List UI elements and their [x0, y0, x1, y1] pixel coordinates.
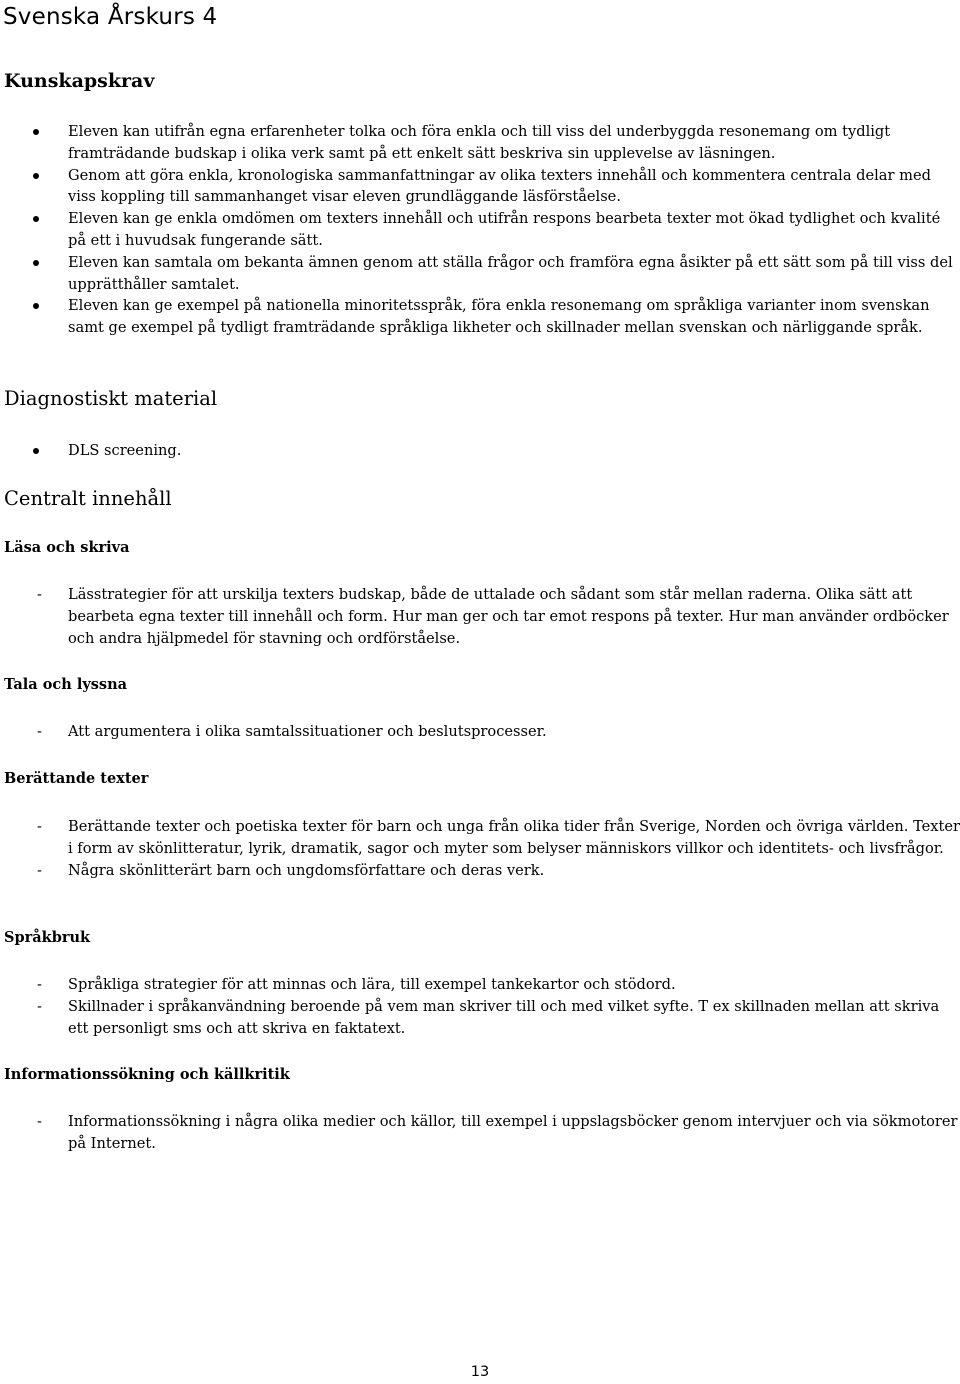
- subheading-sprakbruk: Språkbruk: [4, 929, 91, 946]
- list-item-text: Eleven kan samtala om bekanta ämnen genom att ställa frågor och framföra egna åsikter på ett sätt som på till viss del upprätthåller samtalet.: [68, 253, 953, 293]
- list-item-text: Lässtrategier för att urskilja texters budskap, både de uttalade och sådant som står mellan raderna. Olika sätt att bearbeta egna texter till innehåll och form. Hur man ger och tar emot respons på texter. Hur man använder ordböcker och andra hjälpmedel för stavning och ordförståelse.: [68, 586, 949, 647]
- list-item: [30, 440, 960, 462]
- page-number: 13: [470, 1364, 490, 1380]
- list-item: [30, 121, 960, 165]
- list-item-text: DLS screening.: [68, 442, 182, 459]
- kunskapskrav-list: [30, 121, 960, 339]
- dash-marker: -: [37, 861, 42, 879]
- list-item-text: Språkliga strategier för att minnas och lära, till exempel tankekartor och stödord.: [68, 976, 676, 993]
- information-list: [30, 1111, 960, 1155]
- subheading-berattande-texter: Berättande texter: [4, 770, 149, 787]
- diagnostiskt-list: [30, 440, 960, 462]
- list-item-text: Genom att göra enkla, kronologiska sammanfattningar av olika texters innehåll och kommentera centrala delar med viss koppling till sammanhanget visar eleven grundläggande läsförståelse.: [68, 166, 931, 206]
- lasa-list: [30, 584, 960, 649]
- list-item-text: Skillnader i språkanvändning beroende på vem man skriver till och med vilket syfte. T ex skillnaden mellan att skriva ett personligt sms och att skriva en faktatext.: [68, 997, 940, 1037]
- document-title: Svenska Årskurs 4: [3, 4, 218, 30]
- list-item: [30, 974, 960, 996]
- list-item-text: Att argumentera i olika samtalssituationer och beslutsprocesser.: [68, 723, 547, 740]
- berattande-list: [30, 816, 960, 881]
- list-item-text: Eleven kan utifrån egna erfarenheter tolka och föra enkla och till viss del underbyggda resonemang om tydligt framträdande budskap i olika verk samt på ett enkelt sätt beskriva sin upplevelse av läsningen.: [68, 123, 891, 162]
- list-item: [30, 721, 960, 743]
- subheading-tala-och-lyssna: Tala och lyssna: [4, 676, 128, 693]
- dash-marker: -: [37, 818, 42, 835]
- list-item: [30, 860, 960, 882]
- list-item-text: Eleven kan ge enkla omdömen om texters innehåll och utifrån respons bearbeta texter mot ökad tydlighet och kvalité på ett i huvudsak fungerande sätt.: [68, 210, 941, 249]
- list-item: [30, 165, 960, 209]
- list-item-text: Informationssökning i några olika medier och källor, till exempel i uppslagsböcker genom intervjuer och via sökmotorer på Internet.: [68, 1113, 958, 1152]
- list-item-text: Eleven kan ge exempel på nationella minoritetsspråk, föra enkla resonemang om språkliga varianter inom svenskan samt ge exempel på tydligt framträdande språkliga likheter och skillnader mellan svenskan och närliggande språk.: [68, 297, 930, 337]
- section-heading-kunskapskrav: Kunskapskrav: [4, 70, 155, 92]
- section-heading-centralt: Centralt innehåll: [4, 487, 172, 510]
- list-item: [30, 1111, 960, 1155]
- list-item-text: Berättande texter och poetiska texter för barn och unga från olika tider från Sverige, Norden och övriga världen. Texter i form av skönlitteratur, lyrik, dramatik, sagor och myter som belyser människors villkor och identitets- och livsfrågor.: [68, 818, 960, 857]
- list-item: [30, 584, 960, 649]
- section-heading-diagnostiskt: Diagnostiskt material: [4, 387, 218, 410]
- list-item: [30, 252, 960, 296]
- subheading-informationssokning: Informationssökning och källkritik: [4, 1066, 290, 1083]
- list-item: [30, 816, 960, 860]
- subheading-lasa-och-skriva: Läsa och skriva: [4, 539, 130, 556]
- tala-list: [30, 721, 960, 743]
- dash-marker: -: [37, 586, 42, 603]
- list-item: [30, 208, 960, 252]
- dash-marker: -: [37, 997, 42, 1015]
- list-item: [30, 295, 960, 339]
- dash-marker: -: [37, 1113, 42, 1130]
- list-item: [30, 996, 960, 1040]
- dash-marker: -: [37, 976, 42, 993]
- dash-marker: -: [37, 723, 42, 740]
- sprakbruk-list: [30, 974, 960, 1039]
- list-item-text: Några skönlitterärt barn och ungdomsförfattare och deras verk.: [68, 861, 545, 879]
